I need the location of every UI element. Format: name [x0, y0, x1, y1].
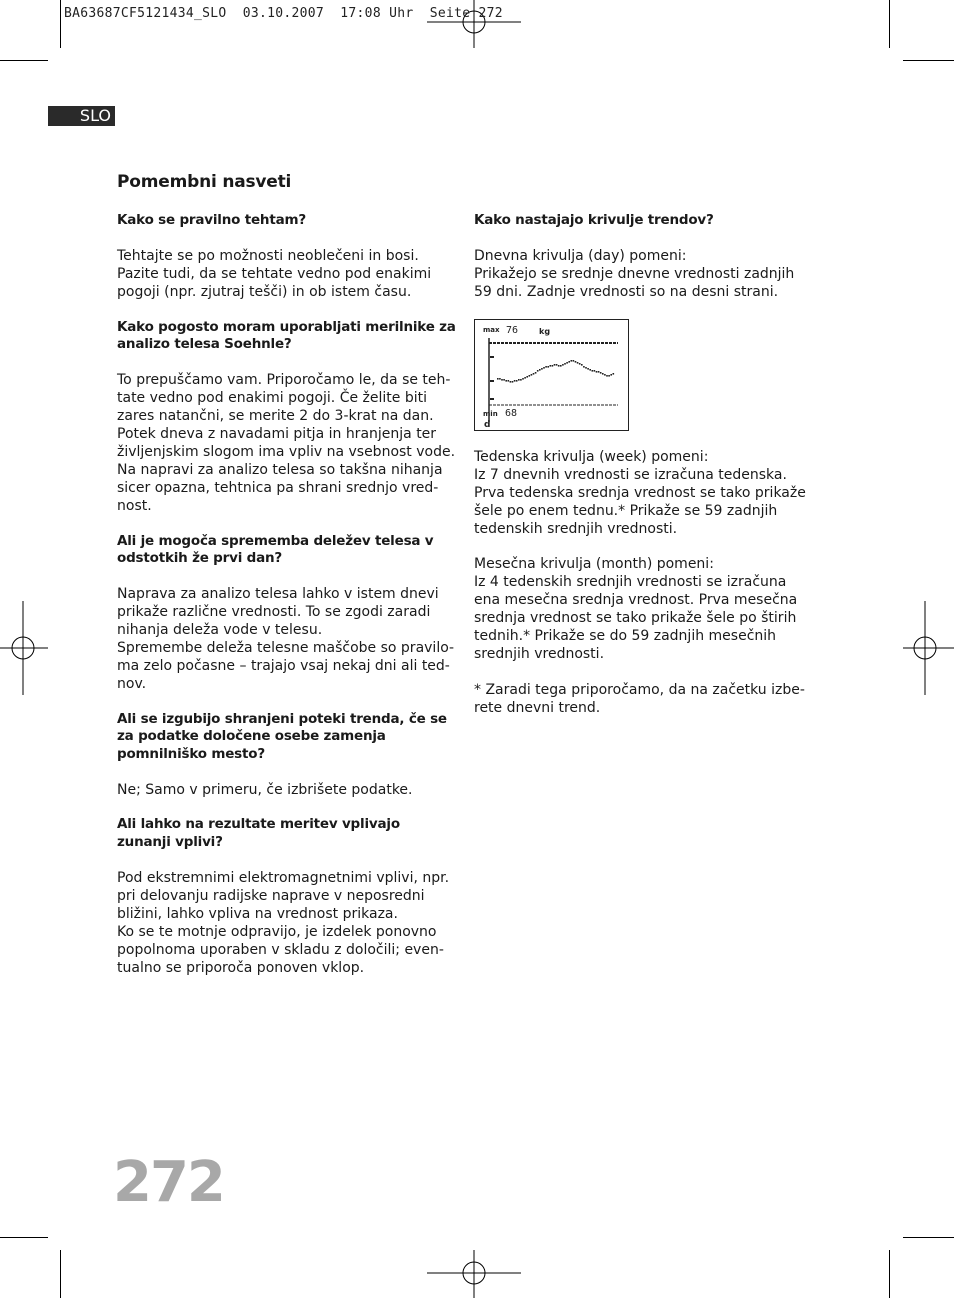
faq-answer: Tehtajte se po možnosti neoblečeni in bosi. Pazite tudi, da se tehtate vedno pod enakimi pogoji (npr. zjutraj tešči) in ob istem času. [117, 248, 432, 300]
left-column [117, 212, 457, 994]
lcd-min-value: 68 [505, 407, 518, 419]
faq-question: Ali lahko na rezultate meritev vplivajo zunanji vplivi? [117, 816, 400, 850]
month-curve-text: Mesečna krivulja (month) pomeni: Iz 4 tedenskih srednjih vrednosti se izračuna ena mesečna srednja vrednost. Prva mesečna srednja vrednost se tako prikaže šele po štirih tednih.* Prikaže se do 59 zadnjih mesečnih srednjih vrednosti. [474, 556, 798, 662]
trend-question: Kako nastajajo krivulje trendov? [474, 212, 714, 228]
lcd-trend-curve [497, 360, 614, 383]
faq-question: Ali je mogoča sprememba deležev telesa v odstotkih že prvi dan? [117, 532, 434, 566]
faq-answer: Naprava za analizo telesa lahko v istem dnevi prikaže različne vrednosti. To se zgodi zaradi nihanja deleža vode v telesu. Spremembe deleža telesne maščobe so pravilo- ma zelo počasne – trajajo vsaj nekaj dni ali ted- nov. [117, 586, 455, 692]
faq-answer: Pod ekstremnimi elektromagnetnimi vplivi, npr. pri delovanju radijske naprave v neposredni bližini, lahko vpliva na vrednost prikaza. Ko se te motnje odpravijo, je izdelek ponovno popolnoma uporaben v skladu z določili; even- tualno se priporoča ponoven vklop. [117, 869, 450, 976]
faq-question: Kako se pravilno tehtam? [117, 212, 307, 228]
faq-answer: To prepuščamo vam. Priporočamo le, da se teh- tate vedno pod enakimi pogoji. Če želite biti zares natančni, se merite 2 do 3-krat na dan. Potek dneva z navadami pitja in hranjenja ter življenjskim slogom ima vpliv na vsebnost vode. Na napravi za analizo telesa so takšna nihanja sicer opazna, tehtnica pa shrani srednjo vred- nost. [117, 372, 456, 514]
lcd-max-value: 76 [506, 324, 519, 336]
page-number: 272 [113, 1150, 224, 1215]
footnote: * Zaradi tega priporočamo, da na začetku izbe- rete dnevni trend. [474, 681, 805, 716]
lcd-period-label: d [484, 419, 491, 430]
language-tab: SLO [48, 106, 115, 126]
lcd-min-label: min [483, 409, 498, 418]
right-column [474, 212, 814, 734]
page-title: Pomembni nasveti [117, 172, 292, 192]
day-curve-text: Dnevna krivulja (day) pomeni: Prikažejo se srednje dnevne vrednosti zadnjih 59 dni. Zadnje vrednosti so na desni strani. [474, 248, 795, 300]
lcd-max-label: max [483, 325, 500, 334]
lcd-trend-graphic [475, 320, 630, 432]
week-curve-text: Tedenska krivulja (week) pomeni: Iz 7 dnevnih vrednosti se izračuna tedenska. Prva tedenska srednja vrednost se tako prikaže šele po enem tednu.* Prikaže se 59 zadnjih tedenskih srednjih vrednosti. [474, 448, 806, 537]
faq-question: Kako pogosto moram uporabljati merilnike za analizo telesa Soehnle? [117, 318, 456, 352]
lcd-trend-display [474, 319, 629, 431]
lcd-unit: kg [539, 326, 551, 336]
faq-question: Ali se izgubijo shranjeni poteki trenda, če se za podatke določene osebe zamenja pomnilniško mesto? [117, 710, 447, 762]
faq-answer: Ne; Samo v primeru, če izbrišete podatke. [117, 781, 413, 798]
print-job-header: BA63687CF5121434_SLO 03.10.2007 17:08 Uhr Seite 272 [64, 6, 503, 21]
